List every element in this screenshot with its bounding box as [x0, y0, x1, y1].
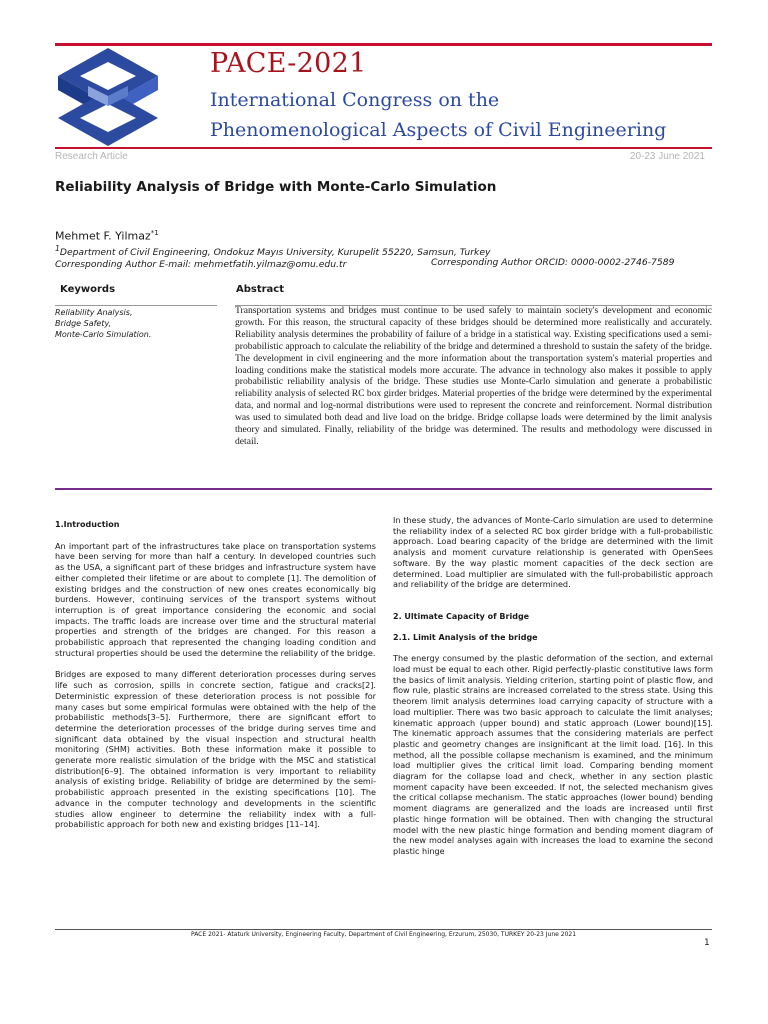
- keywords-heading: Keywords: [60, 284, 116, 295]
- abstract-text: Transportation systems and bridges must continue to be used safely to maintain society's development and economic growth. For this reason, the structural capacity of these bridges should be determined more realistically and accurately. Reliability analysis determines the probability of failure of a bridge in a statistical way. Existing specifications used a semi-probabilistic approach to calculate the reliability of the bridge and determined a threshold to sustain the safety of the bridge. The development in civil engineering and the more information about the transportation system's material properties and loading conditions make the statistical models more accurate. The advance in technology also makes it possible to apply probabilistic reliability analysis of the bridge. These studies use Monte-Carlo simulation and generate a probabilistic reliability analysis of selected RC box girder bridges. Material properties of the bridge were determined by the experimental data, and normal and log-normal distributions were used to represent the concrete and reinforcement. Normal distribution was used to simulated both dead and live load on the bridge. Bridge collapse loads were determined by the limit analysis theory and simulated. Finally, reliability of the bridge was determined. The results and methodology were discussed in detail.: [235, 305, 712, 447]
- footer-rule: [55, 929, 712, 930]
- congress-title-line1: International Congress on the: [210, 89, 500, 111]
- conference-logo-icon: [58, 48, 158, 146]
- header-bottom-rule: [55, 147, 712, 149]
- paragraph: An important part of the infrastructures take place on transportation systems have been serving for more than half a century. In developed countries such as the USA, a significant part of these bridges and infrastructure system have either completed their lifetime or are about to complete [1]. The demolition of existing bridges and the construction of new ones creates economically big burdens. However, continuing services of the transport systems without interruption is of great importance considering the economic and social impacts. The traffic loads are increase over time and the structural material properties and strength of the bridges are changed. For this reason a probabilistic approach that represented the changing loading condition and structural properties should be used the determine the reliability of the bridge.: [55, 540, 376, 658]
- abstract-heading: Abstract: [236, 284, 285, 295]
- keywords-list: [55, 307, 151, 340]
- section-heading-introduction: 1.Introduction: [55, 520, 120, 529]
- author-name: Mehmet F. Yilmaz$^{*1}$: [55, 229, 159, 243]
- keyword-item: Reliability Analysis,: [55, 308, 133, 317]
- header-top-rule: [55, 43, 712, 46]
- affiliation: $^1$Department of Civil Engineering, Ondokuz Mayıs University, Kurupelit 55220, Samsun, Turkey: [55, 244, 491, 259]
- congress-title-line2: Phenomenological Aspects of Civil Engineering: [210, 119, 667, 141]
- article-type: Research Article: [55, 151, 128, 162]
- keyword-item: Monte-Carlo Simulation.: [55, 330, 152, 339]
- author-superscript: *1: [150, 229, 159, 237]
- paragraph: In these study, the advances of Monte-Carlo simulation are used to determine the reliability index of a selected RC box girder bridge with a full-probabilistic approach. Load bearing capacity of the bridge are determined with the limit analysis and moment curvature relationship is generated with OpenSees software. By the way plastic moment capacities of the deck section are determined. Load multiplier are simulated with the full-probabilistic approach and reliability of the bridge are determined.: [393, 515, 713, 590]
- abstract-divider: [55, 488, 712, 490]
- conference-name: PACE-2021: [210, 48, 367, 79]
- paragraph: Bridges are exposed to many different deterioration processes during serves life such as corrosion, spills in concrete section, fatigue and cracks[2]. Deterministic expression of these deterioration process is not possible for many cases but some empirical formulas were obtained with the help of the probabilistic methods[3–5]. Furthermore, there are significant effort to determine the deterioration processes of the bridge during serves time and significant data obtained by the visual inspection and structural health monitoring (SHM) activities. Both these information make it possible to generate more realistic simulation of the bridge with the MSC and statistical distribution[6–9]. The obtained information is very important to reliability analysis of existing bridge. Reliability of bridge are determined by the semi-probabilistic approach presented in the existing specifications [10]. The advance in the computer technology and developments in the scientific studies allow engineer to determine the reliability index with a full-probabilistic approach for both new and existing bridges [11–14].: [55, 669, 376, 830]
- corresponding-email: Corresponding Author E-mail: mehmetfatih.yilmaz@omu.edu.tr: [55, 259, 347, 270]
- right-column: [393, 515, 713, 868]
- paragraph: The energy consumed by the plastic deformation of the section, and external load must be equal to each other. Rigid perfectly-plastic constitutive laws form the basics of limit analysis. Yielding criterion, starting point of plastic flow, and flow rule, plastic strains are increased correlated to the stress state. Using this theorem limit analysis determines load carrying capacity of structure with a load multiplier. There was two basic approach to calculate the limit analyses; kinematic approach (upper bound) and static approach (Lower bound)[15]. The kinematic approach assumes that the considering materials are perfect plastic and geometry changes are insignificant at the limit load. [16]. In this method, all the possible collapse mechanism is examined, and the minimum load multiplier gives the critical limit load. Comparing bending moment diagram for the collapse load and check, whether in any section plastic moment capacity have been exceeded. If not, the selected mechanism gives the critical collapse mechanism. The static approaches (lower bound) bending moment diagrams are generalized and the loads are increased until first plastic hinge formation will be obtained. Then with changing the structural model with the new plastic hinge formation and bending moment diagram of the new model analyses again with increases the load to examine the second plastic hinge: [393, 653, 713, 856]
- corresponding-orcid: Corresponding Author ORCID: 0000-0002-2746-7589: [431, 257, 675, 268]
- footer-text: PACE 2021- Ataturk University, Engineering Faculty, Department of Civil Engineering, Erzurum, 25030, TURKEY 20-23 June 2021: [190, 931, 577, 938]
- conference-dates: 20-23 June 2021: [629, 151, 705, 162]
- subsection-heading-limit-analysis: 2.1. Limit Analysis of the bridge: [393, 632, 538, 642]
- keyword-item: Bridge Safety,: [55, 319, 112, 328]
- keywords-rule: [55, 305, 217, 306]
- page-number: 1: [704, 938, 710, 948]
- section-heading-ultimate-capacity: 2. Ultimate Capacity of Bridge: [393, 611, 530, 621]
- left-column: [55, 520, 376, 841]
- paper-title: Reliability Analysis of Bridge with Monte-Carlo Simulation: [55, 179, 497, 195]
